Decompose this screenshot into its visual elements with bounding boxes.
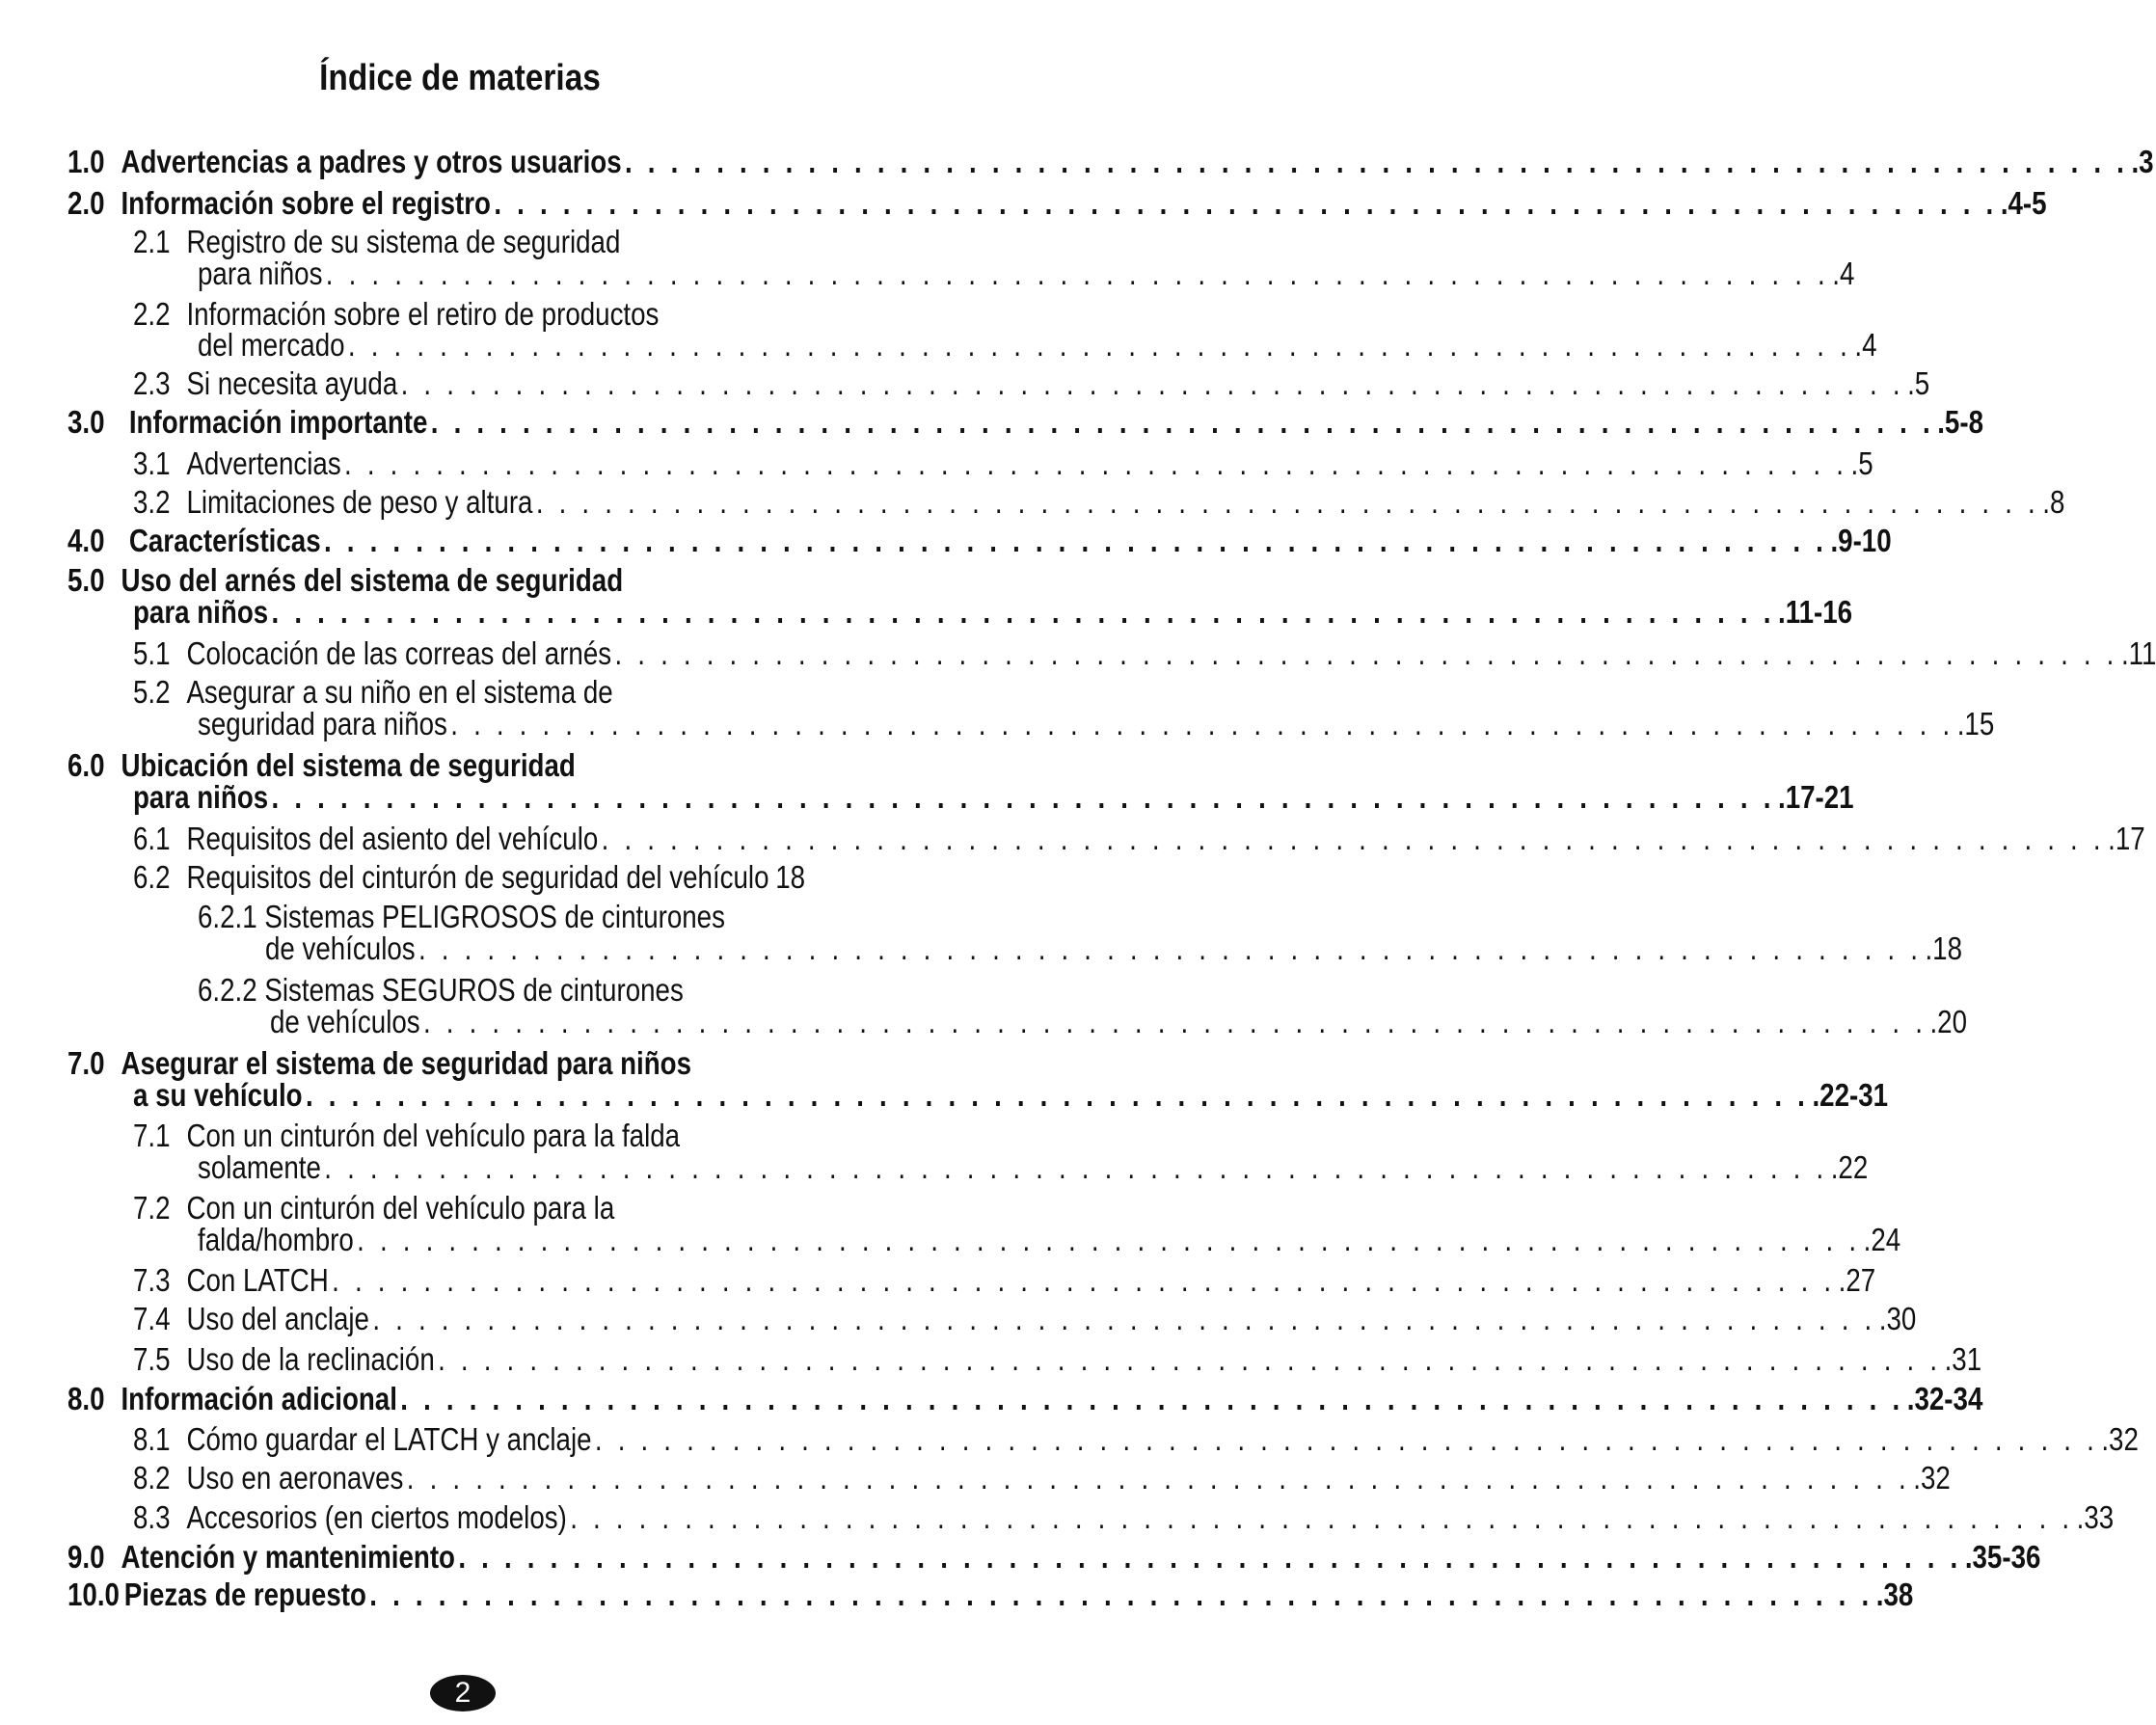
toc-entry-page: 18: [775, 859, 806, 895]
toc-leader-dots: . . . . . . . . . . . . . . . . . . . . . . . . . . . . . . . . . . . . . . . . . . . . . . . . . . . . . . . . . . . . . . . . . .: [271, 594, 1775, 630]
toc-entry: [198, 973, 829, 1008]
toc-entry-title: Información sobre el registro: [121, 185, 491, 221]
toc-entry: [67, 185, 2047, 221]
toc-entry-title: del mercado: [198, 327, 345, 363]
toc-entry-title: Uso del arnés del sistema de seguridad: [121, 562, 624, 598]
toc-entry-page: .5-8: [1937, 404, 1984, 440]
toc-entry-title: 6.2.2 Sistemas SEGUROS de cinturones: [198, 972, 684, 1008]
toc-entry-page: .35-36: [1964, 1539, 2041, 1575]
toc-entry: [133, 675, 829, 710]
toc-entry-number: 2.0: [67, 185, 105, 221]
toc-entry-title: falda/hombro: [198, 1222, 354, 1257]
toc-entry-number: 7.0: [67, 1045, 105, 1081]
toc-entry-title: Accesorios (en ciertos modelos): [186, 1499, 567, 1535]
toc-entry-page: .32: [1913, 1460, 1951, 1496]
toc-entry: [67, 144, 2154, 179]
toc-leader-dots: . . . . . . . . . . . . . . . . . . . . . . . . . . . . . . . . . . . . . . . . . . . . . . . . . . . . . . . . . . . . . . . . . .: [271, 779, 1775, 815]
toc-entry: [67, 404, 1984, 440]
toc-leader-dots: . . . . . . . . . . . . . . . . . . . . . . . . . . . . . . . . . . . . . . . . . . . . . . . . . . . . . . . . . . . . . . . . . .: [323, 523, 1828, 558]
toc-entry-title: Uso de la reclinación: [186, 1341, 435, 1377]
toc-entry-title: Información sobre el retiro de productos: [186, 296, 660, 332]
toc-entry-number: 2.1: [133, 224, 171, 259]
toc-entry-title: Ubicación del sistema de seguridad: [121, 747, 576, 783]
toc-entry-number: 6.2: [133, 859, 171, 895]
toc-entry: [133, 1077, 1889, 1113]
toc-entry: [133, 1460, 1951, 1496]
toc-entry-page: .4: [1854, 327, 1877, 363]
toc-entry: [133, 821, 2145, 856]
toc-entry-page: .22-31: [1812, 1077, 1889, 1113]
toc-leader-dots: . . . . . . . . . . . . . . . . . . . . . . . . . . . . . . . . . . . . . . . . . . . . . . . . . . . . . . . . . . . . . . . . . .: [535, 484, 2039, 520]
toc-entry-title: Características: [128, 523, 321, 558]
toc-entry-page: .18: [1925, 930, 1963, 966]
toc-entry-page: .17: [2108, 821, 2145, 856]
toc-entry-page: .5: [1907, 365, 1930, 401]
toc-entry-page: .33: [2076, 1499, 2115, 1535]
toc-entry-number: 6.0: [67, 747, 105, 783]
toc-entry-number: 5.0: [67, 562, 105, 598]
toc-entry-page: .11: [2120, 635, 2156, 671]
toc-leader-dots: . . . . . . . . . . . . . . . . . . . . . . . . . . . . . . . . . . . . . . . . . . . . . . . . . . . . . . . . . . . . . . . . . .: [601, 821, 2105, 856]
toc-entry-number: 1.0: [67, 144, 105, 179]
toc-entry: [198, 256, 1855, 291]
toc-entry: [67, 1539, 2041, 1575]
toc-entry: [133, 445, 1873, 481]
toc-entry-title: Advertencias: [186, 445, 341, 481]
toc-entry: [265, 930, 1963, 966]
toc-leader-dots: . . . . . . . . . . . . . . . . . . . . . . . . . . . . . . . . . . . . . . . . . . . . . . . . . . . . . . . . . . . . . . . . . .: [450, 706, 1954, 741]
toc-entry: [133, 225, 829, 259]
toc-entry: [198, 327, 1877, 363]
toc-entry-title: Atención y mantenimiento: [121, 1539, 455, 1575]
toc-leader-dots: . . . . . . . . . . . . . . . . . . . . . . . . . . . . . . . . . . . . . . . . . . . . . . . . . . . . . . . . . . . . . . . . . .: [423, 1004, 1927, 1039]
toc-leader-dots: . . . . . . . . . . . . . . . . . . . . . . . . . . . . . . . . . . . . . . . . . . . . . . . . . . . . . . . . . . . . . . . . . .: [594, 1421, 2098, 1457]
toc-entry-title: Con LATCH: [186, 1262, 329, 1298]
toc-entry-number: 7.2: [133, 1190, 171, 1226]
toc-entry: [67, 1577, 1914, 1612]
toc-entry: [198, 706, 1995, 741]
toc-entry-title: Limitaciones de peso y altura: [186, 484, 533, 520]
toc-entry-title: 6.2.1 Sistemas PELIGROSOS de cinturones: [198, 899, 725, 934]
toc-entry-page: .32-34: [1906, 1381, 1983, 1416]
toc-leader-dots: . . . . . . . . . . . . . . . . . . . . . . . . . . . . . . . . . . . . . . . . . . . . . . . . . . . . . . . . . . . . . . . . . .: [400, 365, 1904, 401]
toc-entry-number: 8.2: [133, 1460, 171, 1496]
toc-entry: [133, 484, 2065, 520]
page-title: Índice de materias: [319, 58, 601, 98]
toc-entry-number: 8.0: [67, 1381, 105, 1416]
toc-entry-title: Con un cinturón del vehículo para la: [186, 1190, 615, 1226]
toc-leader-dots: . . . . . . . . . . . . . . . . . . . . . . . . . . . . . . . . . . . . . . . . . . . . . . . . . . . . . . . . . . . . . . . . . .: [624, 144, 2129, 179]
toc-entry-page: .32: [2101, 1421, 2139, 1457]
toc-entry-title: Información importante: [128, 404, 428, 440]
toc-entry-page: .30: [1878, 1301, 1917, 1336]
toc-entry-title: Registro de su sistema de seguridad: [186, 224, 621, 259]
toc-entry-title: Asegurar el sistema de seguridad para niños: [121, 1045, 692, 1081]
toc-leader-dots: . . . . . . . . . . . . . . . . . . . . . . . . . . . . . . . . . . . . . . . . . . . . . . . . . . . . . . . . . . . . . . . . . .: [400, 1381, 1904, 1416]
toc-entry-page: .5: [1850, 445, 1873, 481]
toc-entry-number: 3.0: [67, 404, 105, 440]
toc-entry-number: 2.2: [133, 296, 171, 332]
toc-entry-title: para niños: [133, 594, 269, 630]
toc-leader-dots: . . . . . . . . . . . . . . . . . . . . . . . . . . . . . . . . . . . . . . . . . . . . . . . . . . . . . . . . . . . . . . . . . .: [325, 256, 1829, 291]
toc-leader-dots: . . . . . . . . . . . . . . . . . . . . . . . . . . . . . . . . . . . . . . . . . . . . . . . . . . . . . . . . . . . . . . . . . .: [430, 404, 1934, 440]
toc-leader-dots: . . . . . . . . . . . . . . . . . . . . . . . . . . . . . . . . . . . . . . . . . . . . . . . . . . . . . . . . . . . . . . . . . .: [614, 635, 2118, 671]
toc-leader-dots: . . . . . . . . . . . . . . . . . . . . . . . . . . . . . . . . . . . . . . . . . . . . . . . . . . . . . . . . . . . . . . . . . .: [332, 1262, 1836, 1298]
toc-leader-dots: . . . . . . . . . . . . . . . . . . . . . . . . . . . . . . . . . . . . . . . . . . . . . . . . . . . . . . . . . . . . . . . . . .: [305, 1077, 1810, 1113]
toc-entry-number: 7.4: [133, 1301, 171, 1336]
toc-entry: [133, 1301, 1917, 1336]
toc-entry-title: de vehículos: [265, 930, 416, 966]
toc-entry: [67, 1046, 829, 1081]
toc-entry-number: 10.0: [67, 1577, 120, 1612]
toc-entry-page: .22: [1830, 1149, 1869, 1185]
toc-entry-number: 4.0: [67, 523, 105, 558]
toc-entry-title: Asegurar a su niño en el sistema de: [186, 674, 613, 710]
page-number-badge: 2: [430, 1675, 496, 1712]
toc-entry-number: 9.0: [67, 1539, 105, 1575]
toc-entry-page: .15: [1956, 706, 1995, 741]
toc-entry: [133, 1119, 829, 1153]
toc-entry: [133, 365, 1930, 401]
toc-entry-page: .38: [1875, 1577, 1914, 1612]
toc-entry-title: Piezas de repuesto: [123, 1577, 366, 1612]
toc-leader-dots: . . . . . . . . . . . . . . . . . . . . . . . . . . . . . . . . . . . . . . . . . . . . . . . . . . . . . . . . . . . . . . . . . .: [344, 445, 1848, 481]
toc-entry-number: 8.1: [133, 1421, 171, 1457]
toc-entry: [67, 563, 829, 598]
toc-entry-page: .27: [1838, 1262, 1876, 1298]
toc-entry-number: 7.3: [133, 1262, 171, 1298]
toc-entry-title: para niños: [133, 779, 269, 815]
toc-entry-title: Con un cinturón del vehículo para la falda: [186, 1118, 681, 1153]
toc-entry-page: .17-21: [1778, 779, 1854, 815]
toc-entry-page: .3: [2131, 144, 2154, 179]
toc-leader-dots: . . . . . . . . . . . . . . . . . . . . . . . . . . . . . . . . . . . . . . . . . . . . . . . . . . . . . . . . . . . . . . . . . .: [418, 930, 1923, 966]
toc-entry-title: seguridad para niños: [198, 706, 447, 741]
toc-entry-title: Información adicional: [121, 1381, 397, 1416]
toc-entry: [133, 1499, 2115, 1535]
toc-entry-number: 8.3: [133, 1499, 171, 1535]
toc-entry: [133, 860, 829, 895]
toc-entry: [133, 594, 1853, 630]
toc-entry-page: .11-16: [1778, 594, 1853, 630]
toc-entry-title: Requisitos del asiento del vehículo: [186, 821, 599, 856]
toc-entry-page: .9-10: [1830, 523, 1892, 558]
toc-entry: [67, 523, 1892, 558]
toc-entry: [67, 748, 829, 783]
toc-entry: [133, 635, 2156, 671]
toc-entry: [67, 1381, 1983, 1416]
toc-entry-number: 5.1: [133, 635, 171, 671]
toc-entry-page: .8: [2042, 484, 2065, 520]
toc-entry-page: .20: [1929, 1004, 1968, 1039]
toc-entry: [198, 1149, 1869, 1185]
toc-entry: [270, 1004, 1968, 1039]
toc-leader-dots: . . . . . . . . . . . . . . . . . . . . . . . . . . . . . . . . . . . . . . . . . . . . . . . . . . . . . . . . . . . . . . . . . .: [347, 327, 1852, 363]
toc-leader-dots: . . . . . . . . . . . . . . . . . . . . . . . . . . . . . . . . . . . . . . . . . . . . . . . . . . . . . . . . . . . . . . . . . .: [570, 1499, 2074, 1535]
toc-entry: [133, 1262, 1876, 1298]
toc-leader-dots: . . . . . . . . . . . . . . . . . . . . . . . . . . . . . . . . . . . . . . . . . . . . . . . . . . . . . . . . . . . . . . . . . .: [369, 1577, 1873, 1612]
toc-leader-dots: . . . . . . . . . . . . . . . . . . . . . . . . . . . . . . . . . . . . . . . . . . . . . . . . . . . . . . . . . . . . . . . . . .: [458, 1539, 1962, 1575]
toc-leader-dots: . . . . . . . . . . . . . . . . . . . . . . . . . . . . . . . . . . . . . . . . . . . . . . . . . . . . . . . . . . . . . . . . . .: [324, 1149, 1828, 1185]
toc-leader-dots: . . . . . . . . . . . . . . . . . . . . . . . . . . . . . . . . . . . . . . . . . . . . . . . . . . . . . . . . . . . . . . . . . .: [357, 1222, 1861, 1257]
toc-leader-dots: . . . . . . . . . . . . . . . . . . . . . . . . . . . . . . . . . . . . . . . . . . . . . . . . . . . . . . . . . . . . . . . . . .: [438, 1341, 1942, 1377]
toc-entry-number: 7.5: [133, 1341, 171, 1377]
toc-entry: [133, 1341, 1982, 1377]
toc-leader-dots: . . . . . . . . . . . . . . . . . . . . . . . . . . . . . . . . . . . . . . . . . . . . . . . . . . . . . . . . . . . . . . . . . .: [494, 185, 1998, 221]
toc-entry: [133, 779, 1854, 815]
toc-entry-title: Requisitos del cinturón de seguridad del vehículo: [186, 859, 769, 895]
toc-entry-number: 6.1: [133, 821, 171, 856]
toc-entry-title: Colocación de las correas del arnés: [186, 635, 612, 671]
toc-entry: [133, 1191, 829, 1226]
toc-leader-dots: . . . . . . . . . . . . . . . . . . . . . . . . . . . . . . . . . . . . . . . . . . . . . . . . . . . . . . . . . . . . . . . . . .: [372, 1301, 1876, 1336]
toc-entry-page: .4-5: [2000, 185, 2047, 221]
toc-entry-title: Advertencias a padres y otros usuarios: [121, 144, 622, 179]
toc-entry-number: 2.3: [133, 365, 171, 401]
toc-entry-page: .31: [1944, 1341, 1982, 1377]
toc-entry-page: .4: [1832, 256, 1855, 291]
toc-entry-title: para niños: [198, 256, 323, 291]
toc-entry-number: 3.1: [133, 445, 171, 481]
toc-entry-title: Uso del anclaje: [186, 1301, 369, 1336]
toc-leader-dots: . . . . . . . . . . . . . . . . . . . . . . . . . . . . . . . . . . . . . . . . . . . . . . . . . . . . . . . . . . . . . . . . . .: [406, 1460, 1910, 1496]
toc-entry: [133, 1421, 2139, 1457]
toc-entry: [198, 900, 829, 934]
toc-entry-title: Cómo guardar el LATCH y anclaje: [186, 1421, 592, 1457]
toc-entry-title: de vehículos: [270, 1004, 420, 1039]
toc-entry-title: Uso en aeronaves: [186, 1460, 404, 1496]
toc-entry-number: 5.2: [133, 674, 171, 710]
toc-entry-number: 3.2: [133, 484, 171, 520]
toc-entry-title: solamente: [198, 1149, 321, 1185]
toc-entry-number: 7.1: [133, 1118, 171, 1153]
toc-entry: [198, 1222, 1901, 1257]
toc-entry-title: Si necesita ayuda: [186, 365, 398, 401]
toc-entry-title: a su vehículo: [133, 1077, 303, 1113]
toc-entry-page: .24: [1863, 1222, 1901, 1257]
